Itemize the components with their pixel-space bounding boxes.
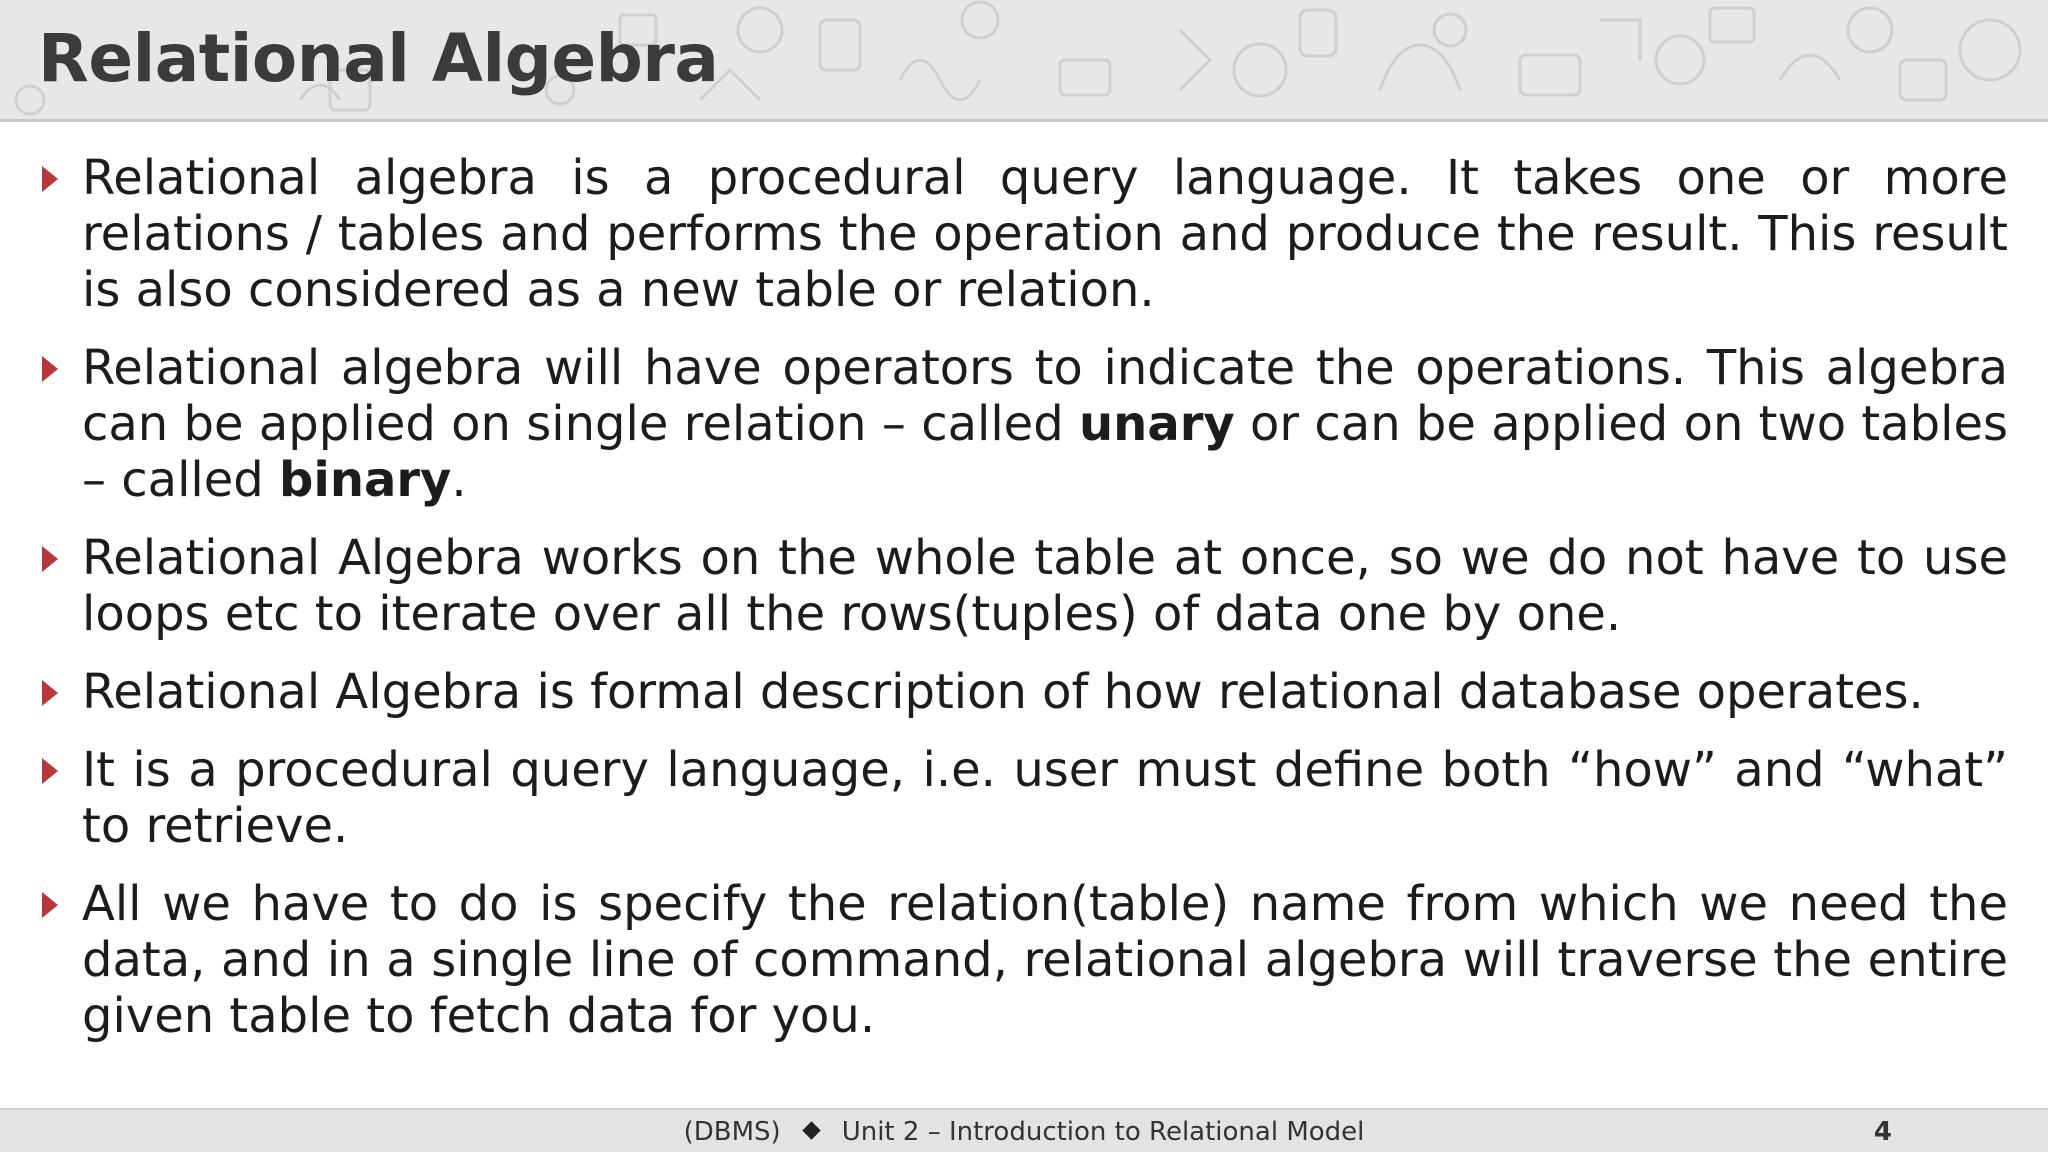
text-segment: Relational algebra is a procedural query language. It takes one or more relations / tables and performs the operation and produce the result. This result is also considered as a new table or relation. [82, 150, 2008, 318]
bullet-text [82, 876, 2008, 1044]
text-segment: Relational Algebra is formal description of how relational database operates. [82, 664, 1924, 720]
bullet-item [0, 150, 2048, 318]
slide-title: Relational Algebra [38, 20, 719, 97]
triangle-bullet-icon [40, 678, 60, 708]
bold-term: unary [1078, 396, 1235, 452]
slide-footer [0, 1108, 2048, 1152]
bullet-item [0, 742, 2048, 854]
triangle-bullet-icon [40, 164, 60, 194]
text-segment: All we have to do is specify the relation(table) name from which we need the data, and in a single line of command, relational algebra will traverse the entire given table to fetch data for you. [82, 876, 2008, 1044]
bullet-list [0, 150, 2048, 1066]
bullet-text [82, 664, 2008, 720]
footer-course: (DBMS) [683, 1117, 781, 1147]
bullet-text [82, 150, 2008, 318]
bullet-item [0, 530, 2048, 642]
triangle-bullet-icon [40, 354, 60, 384]
text-segment: Relational algebra will have operators to indicate the operations. This algebra can be applied on single relation – called [82, 340, 2008, 452]
triangle-bullet-icon [40, 756, 60, 786]
bullet-item [0, 876, 2048, 1044]
diamond-icon [802, 1121, 820, 1139]
text-segment: Relational Algebra works on the whole table at once, so we do not have to use loops etc to iterate over all the rows(tuples) of data one by one. [82, 530, 2008, 642]
text-segment: . [451, 452, 467, 508]
triangle-bullet-icon [40, 890, 60, 920]
slide-header [0, 0, 2048, 122]
footer-unit: Unit 2 – Introduction to Relational Model [841, 1117, 1365, 1147]
bullet-item [0, 664, 2048, 720]
footer-caption [0, 1110, 2048, 1152]
bullet-text [82, 742, 2008, 854]
bullet-text [82, 530, 2008, 642]
text-segment: It is a procedural query language, i.e. user must define both “how” and “what” to retrieve. [82, 742, 2008, 854]
page-number: 4 [1873, 1117, 1892, 1147]
triangle-bullet-icon [40, 544, 60, 574]
bullet-text [82, 340, 2008, 508]
bold-term: binary [279, 452, 452, 508]
text-segment: or can be applied on two tables – called [82, 396, 2008, 508]
bullet-item [0, 340, 2048, 508]
